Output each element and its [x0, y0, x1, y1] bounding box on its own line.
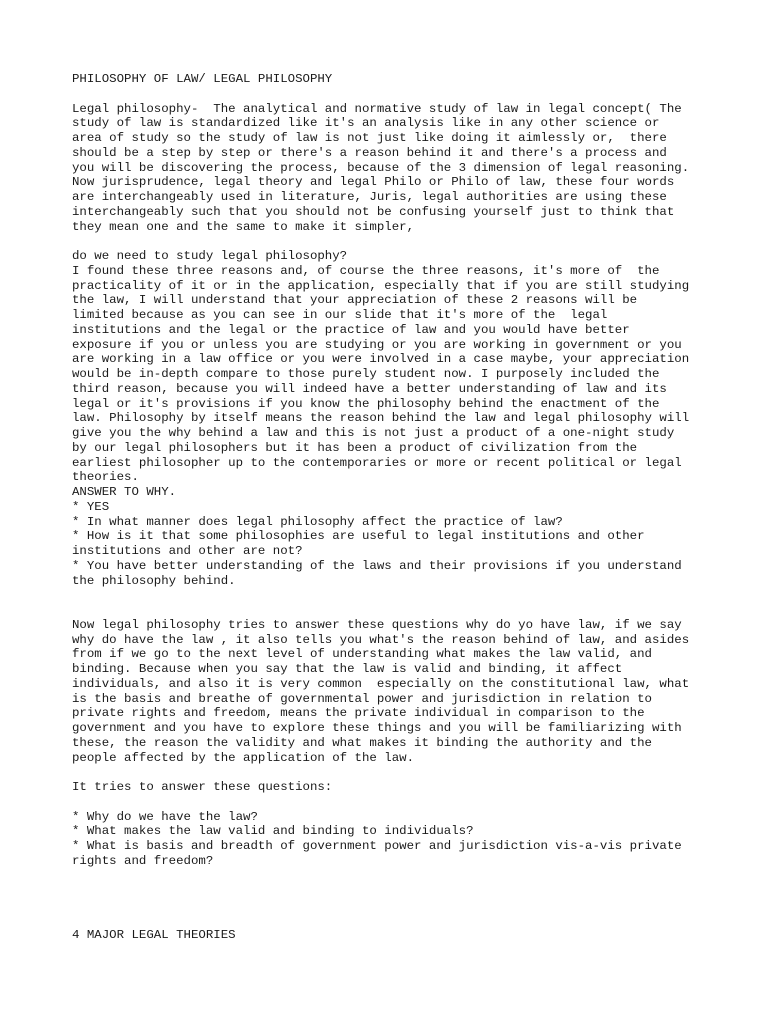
text-line: third reason, because you will indeed have a better understanding of law and its	[72, 381, 667, 396]
bullet-item: * What is basis and breadth of government power and jurisdiction vis-a-vis private	[72, 839, 682, 853]
text-line: people affected by the application of the law.	[72, 750, 415, 765]
bullet-item: * In what manner does legal philosophy affect the practice of law?	[72, 514, 563, 529]
text-line: interchangeably such that you should not be confusing yourself just to think that	[72, 204, 675, 219]
text-line: individuals, and also it is very common especially on the constitutional law, what	[72, 676, 690, 691]
text-line: legal or it's provisions if you know the philosophy behind the enactment of the	[72, 396, 660, 411]
text-line: binding. Because when you say that the law is valid and binding, it affect	[72, 662, 623, 676]
text-line: Legal philosophy- The analytical and normative study of law in legal concept( The	[72, 101, 682, 116]
text-line: is the basis and breathe of governmental power and jurisdiction in relation to	[72, 691, 652, 706]
blank-line	[72, 913, 752, 928]
document-body	[72, 72, 752, 942]
text-line: should be a step by step or there's a reason behind it and there's a process and	[72, 145, 667, 160]
text-line: institutions and the legal or the practice of law and you would have better	[72, 322, 630, 337]
text-line: do we need to study legal philosophy?	[72, 249, 348, 263]
text-line: Now jurisprudence, legal theory and legal Philo or Philo of law, these four words	[72, 175, 675, 190]
text-line: government and you have to explore these things and you will be familiarizing with	[72, 721, 682, 735]
document-title: PHILOSOPHY OF LAW/ LEGAL PHILOSOPHY	[72, 72, 333, 86]
blank-line	[72, 603, 752, 618]
section-heading: 4 MAJOR LEGAL THEORIES	[72, 927, 236, 942]
bullet-item: * What makes the law valid and binding to individuals?	[72, 824, 474, 839]
blank-line	[72, 234, 752, 249]
text-line: by our legal philosophers but it has been a product of civilization from the	[72, 440, 638, 455]
text-line: from if we go to the next level of understanding what makes the law valid, and	[72, 647, 652, 662]
text-line: private rights and freedom, means the private individual in comparison to the	[72, 706, 645, 721]
blank-line	[72, 765, 752, 780]
text-line: give you the why behind a law and this is not just a product of a one-night study	[72, 426, 675, 440]
bullet-item: * How is it that some philosophies are useful to legal institutions and other	[72, 529, 645, 544]
bullet-item: * YES	[72, 499, 110, 514]
text-line: you will be discovering the process, because of the 3 dimension of legal reasoning.	[72, 160, 690, 175]
text-line: law. Philosophy by itself means the reason behind the law and legal philosophy will	[72, 411, 690, 426]
text-line: they mean one and the same to make it simpler,	[72, 219, 415, 234]
bullet-item: * You have better understanding of the laws and their provisions if you understand	[72, 558, 682, 573]
text-line: limited because as you can see in our slide that it's more of the legal	[72, 308, 608, 322]
blank-line	[72, 588, 752, 603]
text-line: the philosophy behind.	[72, 573, 236, 588]
text-line: institutions and other are not?	[72, 544, 303, 558]
text-line: are interchangeably used in literature, Juris, legal authorities are using these	[72, 190, 667, 204]
bullet-item: * Why do we have the law?	[72, 809, 258, 824]
text-line: earliest philosopher up to the contemporaries or more or recent political or legal	[72, 455, 682, 470]
blank-line	[72, 898, 752, 913]
blank-line	[72, 87, 752, 102]
text-line: why do have the law , it also tells you what's the reason behind of law, and asides	[72, 632, 690, 647]
text-line: area of study so the study of law is not just like doing it aimlessly or, there	[72, 131, 667, 145]
text-line: the law, I will understand that your appreciation of these 2 reasons will be	[72, 293, 638, 308]
text-line: exposure if you or unless you are studying or you are working in government or you	[72, 337, 682, 352]
blank-line	[72, 869, 752, 884]
blank-line	[72, 883, 752, 898]
text-line: I found these three reasons and, of course the three reasons, it's more of the	[72, 263, 660, 278]
text-line: Now legal philosophy tries to answer these questions why do yo have law, if we say	[72, 617, 682, 632]
text-line: these, the reason the validity and what makes it binding the authority and the	[72, 735, 652, 750]
text-line: practicality of it or in the application, especially that if you are still studying	[72, 278, 690, 293]
text-line: would be in-depth compare to those purely student now. I purposely included the	[72, 367, 660, 381]
text-line: rights and freedom?	[72, 853, 214, 868]
text-line: study of law is standardized like it's an analysis like in any other science or	[72, 116, 660, 131]
text-line: theories.	[72, 470, 139, 485]
blank-line	[72, 795, 752, 810]
section-heading: ANSWER TO WHY.	[72, 485, 177, 499]
text-line: are working in a law office or you were involved in a case maybe, your appreciation	[72, 352, 690, 367]
text-line: It tries to answer these questions:	[72, 780, 333, 794]
